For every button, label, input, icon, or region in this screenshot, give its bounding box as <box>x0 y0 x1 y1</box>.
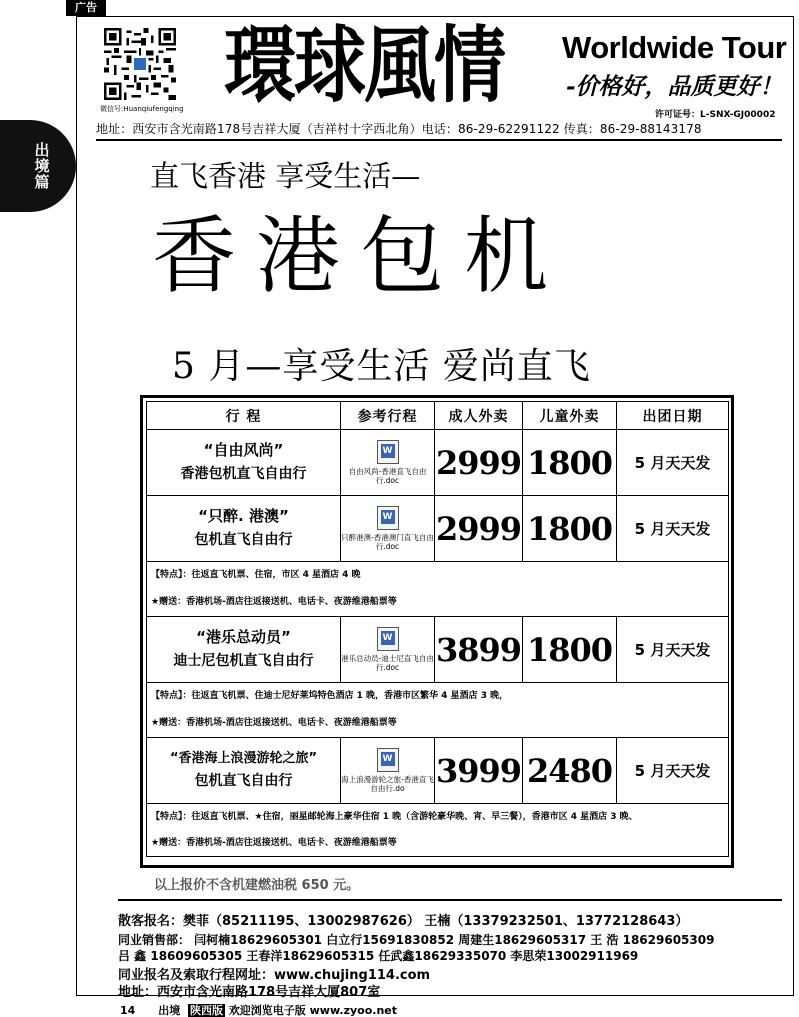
route-cell <box>147 738 341 804</box>
table-header-row <box>147 402 729 430</box>
adult-price: 3999 <box>435 738 523 804</box>
notes-cell <box>147 562 729 617</box>
col-header-child: 儿童外卖 <box>523 402 617 430</box>
header-address: 地址：西安市含光南路178号吉祥大厦（吉祥村十字西北角）电话：86-29-62291122 传真：86-29-88143178 <box>96 122 702 136</box>
child-price: 1800 <box>523 496 617 562</box>
license-number: 许可证号：L-SNX-GJ00002 <box>655 110 776 120</box>
footer-section: 出境 <box>158 1004 181 1017</box>
route-cell <box>147 617 341 683</box>
divider <box>96 139 782 141</box>
route-name: “港乐总动员” <box>196 627 291 646</box>
brand-slogan: -价格好，品质更好！ <box>566 73 783 100</box>
departure-date: 5 月天天发 <box>617 738 729 804</box>
doc-filename: 海上浪漫游轮之旅-香港直飞自由行.do <box>341 775 434 793</box>
feature-note: 【特点】：往返直飞机票、★住宿，丽星邮轮海上豪华住宿 1 晚（含游轮豪华晚、宵、早三餐），香港市区 4 星酒店 3 晚、 <box>151 812 638 822</box>
table-row <box>147 738 729 804</box>
notes-row <box>147 683 729 738</box>
itinerary-doc[interactable] <box>341 496 435 562</box>
notes-cell <box>147 804 729 857</box>
retail-contact: 散客报名：樊菲（85211195、13002987626） 王楠（13379232501、13772128643） <box>118 914 689 929</box>
word-doc-icon <box>377 627 399 651</box>
gift-note: ★赠送：香港机场-酒店往返接送机、电话卡、夜游维港船票等 <box>151 838 397 848</box>
sales-contacts-2: 吕 鑫 18609605305 王春洋18629605315 任武鑫18629335070 李思荣13002911969 <box>118 949 639 963</box>
departure-date: 5 月天天发 <box>617 430 729 496</box>
word-doc-icon <box>377 748 399 772</box>
page-number: 14 <box>120 1004 136 1017</box>
adult-price: 2999 <box>435 430 523 496</box>
route-desc: 包机直飞自由行 <box>194 532 293 549</box>
route-cell <box>147 496 341 562</box>
notes-cell <box>147 683 729 738</box>
gift-note: ★赠送：香港机场-酒店往返接送机、电话卡、夜游维港船票等 <box>151 597 397 607</box>
sales-contacts-1: 同业销售部： 闫柯楠18629605301 白立行15691830852 周建生18629605317 王 浩 18629605309 <box>118 933 715 947</box>
footer-text: 欢迎浏览电子版 www.zyoo.net <box>228 1004 398 1017</box>
adult-price: 3899 <box>435 617 523 683</box>
doc-filename: 自由风尚-香港直飞自由行.doc <box>348 467 427 485</box>
route-name: “香港海上浪漫游轮之旅” <box>169 750 318 766</box>
route-desc: 香港包机直飞自由行 <box>180 466 307 483</box>
itinerary-doc[interactable] <box>341 738 435 804</box>
route-name: “只醉. 港澳” <box>198 506 289 525</box>
adult-price: 2999 <box>435 496 523 562</box>
brand-english: Worldwide Tour <box>562 30 787 65</box>
promo-headline: 直飞香港 享受生活— <box>150 159 421 193</box>
col-header-itinerary: 参考行程 <box>341 402 435 430</box>
website-line[interactable]: 同业报名及索取行程网址：www.chujing114.com <box>118 968 431 983</box>
itinerary-doc[interactable] <box>341 430 435 496</box>
col-header-date: 出团日期 <box>617 402 729 430</box>
table-row <box>147 617 729 683</box>
word-doc-icon <box>377 440 399 464</box>
wechat-id: 微信号:Huanqiufengqing <box>100 105 184 113</box>
brand-logo: 環球風情 <box>224 17 505 114</box>
ad-tag: 广告 <box>66 0 106 16</box>
departure-date: 5 月天天发 <box>617 617 729 683</box>
itinerary-doc[interactable] <box>341 617 435 683</box>
route-name: “自由风尚” <box>203 440 284 459</box>
col-header-route: 行 程 <box>147 402 341 430</box>
section-tab-label: 出境篇 <box>32 142 51 190</box>
price-disclaimer: 以上报价不含机建燃油税 650 元。 <box>154 878 360 893</box>
office-address: 地址：西安市含光南路178号吉祥大厦807室 <box>118 985 381 1000</box>
child-price: 1800 <box>523 617 617 683</box>
gift-note: ★赠送：香港机场-酒店往返接送机、电话卡、夜游维港船票等 <box>151 718 397 728</box>
page-footer <box>120 1002 397 1017</box>
notes-row <box>147 562 729 617</box>
doc-filename: 只醉港澳-香港澳门直飞自由行.doc <box>341 533 434 551</box>
doc-filename: 港乐总动员-迪士尼直飞自由行.doc <box>341 654 434 672</box>
route-cell <box>147 430 341 496</box>
wechat-qr-code <box>104 26 176 102</box>
table-row <box>147 430 729 496</box>
departure-date: 5 月天天发 <box>617 496 729 562</box>
promo-subtitle: 5 月—享受生活 爱尚直飞 <box>172 346 591 387</box>
edition-badge: 陕西版 <box>189 1004 223 1017</box>
promo-title: 香港包机 <box>152 207 569 305</box>
child-price: 2480 <box>523 738 617 804</box>
word-doc-icon <box>377 506 399 530</box>
divider <box>118 899 782 901</box>
child-price: 1800 <box>523 430 617 496</box>
feature-note: 【特点】：往返直飞机票、住迪士尼好莱坞特色酒店 1 晚，香港市区繁华 4 星酒店 3 晚， <box>151 691 509 701</box>
section-tab <box>0 120 76 212</box>
table-row <box>147 496 729 562</box>
col-header-adult: 成人外卖 <box>435 402 523 430</box>
price-table <box>140 395 734 868</box>
notes-row <box>147 804 729 857</box>
route-desc: 迪士尼包机直飞自由行 <box>173 653 314 670</box>
route-desc: 包机直飞自由行 <box>194 772 293 789</box>
feature-note: 【特点】：往返直飞机票、住宿，市区 4 星酒店 4 晚 <box>151 570 361 580</box>
